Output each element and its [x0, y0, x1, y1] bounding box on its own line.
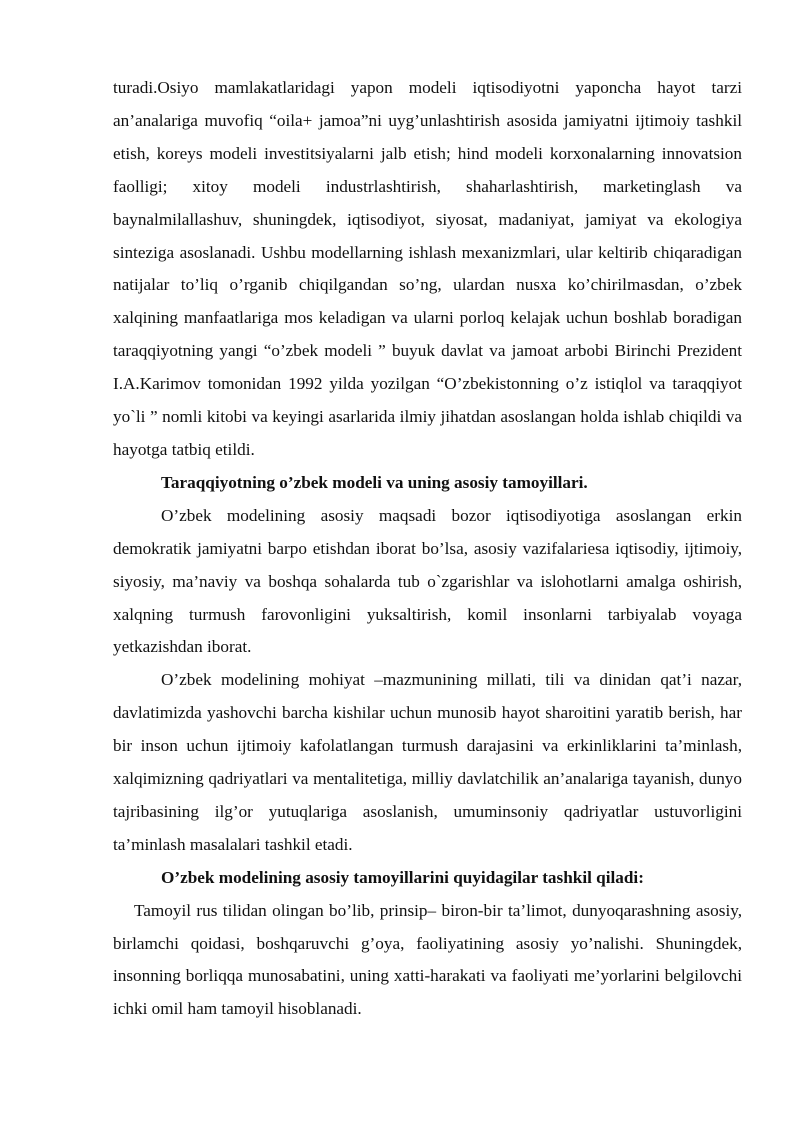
paragraph-essence: O’zbek modelining mohiyat –mazmunining millati, tili va dinidan qat’i nazar, davlatimizda yashovchi barcha kishilar uchun munosib hayot sharoitini yaratib berish, har bir inson uchun ijtimoiy kafolatlangan turmush darajasini va erkinliklarini ta’minlash, xalqimizning qadriyatlari va mentalitetiga, milliy davlatchilik an’analariga tayanish, dunyo tajribasining ilg’or yutuqlariga asoslanish, umuminsoniy qadriyatlar ustuvorligini ta’minlash masalalari tashkil etadi.: [113, 670, 742, 854]
paragraph-continuation: turadi.Osiyo mamlakatlaridagi yapon modeli iqtisodiyotni yaponcha hayot tarzi an’analariga muvofiq “oila+ jamoa”ni uyg’unlashtirish asosida jamiyatni ijtimoiy tashkil etish, koreys modeli investitsiyalarni jalb etish; hind modeli korxonalarning innovatsion faolligi; xitoy modeli industrlashtirish, shaharlashtirish, marketinglash va baynalmilallashuv, shuningdek, iqtisodiyot, siyosat, madaniyat, jamiyat va ekologiya sinteziga asoslanadi. Ushbu modellarning ishlash mexanizmlari, ular keltirib chiqaradigan natijalar to’liq o’rganib chiqilgandan so’ng, ulardan nusxa ko’chirilmasdan, o’zbek xalqining manfaatlariga mos keladigan va ularni porloq kelajak uchun boshlab boradigan taraqqiyotning yangi “o’zbek modeli ” buyuk davlat va jamoat arbobi Birinchi Prezident I.A.Karimov tomonidan 1992 yilda yozilgan “O’zbekistonning o’z istiqlol va taraqqiyot yo`li ” nomli kitobi va keyingi asarlarida ilmiy jihatdan asoslangan holda ishlab chiqildi va hayotga tatbiq etildi.: [113, 78, 742, 459]
document-page: [113, 72, 742, 1026]
section-heading-uzbek-model: Taraqqiyotning o’zbek modeli va uning asosiy tamoyillari.: [161, 472, 588, 492]
section-heading-principles: O’zbek modelining asosiy tamoyillarini quyidagilar tashkil qiladi:: [161, 867, 644, 887]
paragraph-main-goal: O’zbek modelining asosiy maqsadi bozor iqtisodiyotiga asoslangan erkin demokratik jamiyatni barpo etishdan iborat bo’lsa, asosiy vazifalariesa iqtisodiy, ijtimoiy, siyosiy, ma’naviy va boshqa sohalarda tub o`zgarishlar va islohotlarni amalga oshirish, xalqning turmush farovonligini yuksaltirish, komil insonlarni tarbiyalab voyaga yetkazishdan iborat.: [113, 505, 742, 657]
paragraph-principle-definition: Tamoyil rus tilidan olingan bo’lib, prinsip– biron-bir ta’limot, dunyoqarashning asosiy, birlamchi qoidasi, boshqaruvchi g’oya, faoliyatining asosiy yo’nalishi. Shuningdek, insonning borliqqa munosabatini, uning xatti-harakati va faoliyati me’yorlarini belgilovchi ichki omil ham tamoyil hisoblanadi.: [113, 900, 742, 1019]
